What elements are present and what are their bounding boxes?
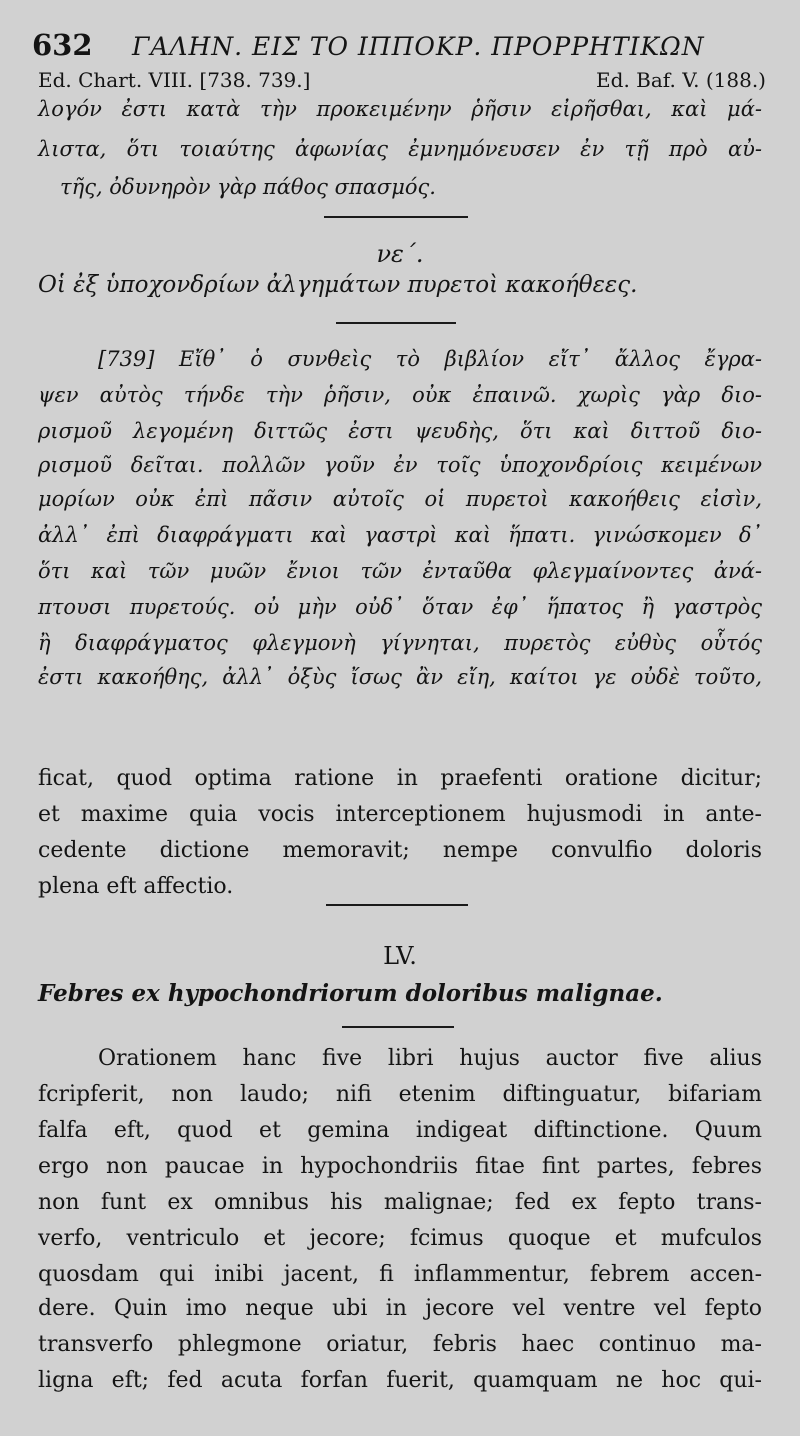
greek-line: ρισμοῦ δεῖται. πολλῶν γοῦν ἐν τοῖς ὑποχονδρίοις κειμένων — [38, 453, 762, 477]
latin-line: ligna eft; fed acuta forfan fuerit, quamquam ne hoc qui- — [38, 1368, 762, 1393]
latin-line: ficat, quod optima ratione in praefenti oratione dicitur; — [38, 766, 762, 791]
greek-line: ὅτι καὶ τῶν μυῶν ἔνιοι τῶν ἐνταῦθα φλεγμαίνοντες ἀνά- — [38, 559, 762, 583]
greek-line: ἀλλ᾽ ἐπὶ διαφράγματι καὶ γαστρὶ καὶ ἥπατι. γινώσκομεν δ᾽ — [38, 523, 762, 547]
edition-reference-row — [38, 68, 766, 96]
latin-line: cedente dictione memoravit; nempe convulfio doloris — [38, 838, 762, 863]
latin-line: ergo non paucae in hypochondriis fitae fint partes, febres — [38, 1154, 762, 1179]
latin-line: dere. Quin imo neque ubi in jecore vel ventre vel fepto — [38, 1296, 762, 1321]
latin-section-number: LV. — [383, 942, 417, 970]
page-number: 632 — [32, 28, 93, 62]
latin-line: plena eft affectio. — [38, 874, 234, 899]
latin-line: verfo, ventriculo et jecore; fcimus quoque et mufculos — [38, 1226, 762, 1251]
running-title: ΓΑΛΗΝ. ΕΙΣ ΤΟ ΙΠΠΟΚΡ. ΠΡΟΡΡΗΤΙΚΩΝ — [132, 32, 705, 61]
latin-line: non funt ex omnibus his malignae; fed ex fepto trans- — [38, 1190, 762, 1215]
greek-line: ψεν αὐτὸς τήνδε τὴν ῥῆσιν, οὐκ ἐπαινῶ. χωρὶς γὰρ διο- — [38, 383, 762, 407]
greek-line: λογόν ἐστι κατὰ τὴν προκειμένην ῥῆσιν εἰρῆσθαι, καὶ μά- — [38, 97, 762, 121]
section-divider — [342, 1026, 454, 1028]
greek-section-number: νε΄. — [376, 240, 424, 268]
section-divider — [326, 904, 468, 906]
latin-line: quosdam qui inibi jacent, fi inflammentur, febrem accen- — [38, 1262, 762, 1287]
greek-line: μορίων οὐκ ἐπὶ πᾶσιν αὐτοῖς οἱ πυρετοὶ κακοήθεις εἰσὶν, — [38, 487, 762, 511]
greek-line: ρισμοῦ λεγομένη διττῶς ἐστι ψευδὴς, ὅτι καὶ διττοῦ διο- — [38, 419, 762, 443]
greek-line: πτουσι πυρετούς. οὐ μὴν οὐδ᾽ ὅταν ἐφ᾽ ἥπατος ἢ γαστρὸς — [38, 595, 762, 619]
edition-chart-ref: Ed. Chart. VIII. [738. 739.] — [38, 68, 311, 92]
greek-line: [739] Εἴθ᾽ ὁ συνθεὶς τὸ βιβλίον εἴτ᾽ ἄλλος ἔγρα- — [98, 347, 762, 371]
latin-line: et maxime quia vocis interceptionem hujusmodi in ante- — [38, 802, 762, 827]
section-divider — [324, 216, 468, 218]
latin-section-title: Febres ex hypochondriorum doloribus malignae. — [38, 980, 663, 1007]
greek-line: ἐστι κακοήθης, ἀλλ᾽ ὀξὺς ἴσως ἂν εἴη, καίτοι γε οὐδὲ τοῦτο, — [38, 665, 762, 689]
latin-line: transverfo phlegmone oriatur, febris haec continuo ma- — [38, 1332, 762, 1357]
latin-line: fcripferit, non laudo; nifi etenim diftinguatur, bifariam — [38, 1082, 762, 1107]
latin-line: Orationem hanc five libri hujus auctor five alius — [98, 1046, 762, 1071]
greek-section-title: Οἱ ἐξ ὑποχονδρίων ἀλγημάτων πυρετοὶ κακοήθεες. — [38, 272, 638, 298]
greek-line: τῆς, ὀδυνηρὸν γὰρ πάθος σπασμός. — [60, 175, 436, 199]
edition-basel-ref: Ed. Baf. V. (188.) — [596, 68, 766, 92]
section-divider — [336, 322, 456, 324]
page-header — [32, 28, 768, 64]
greek-line: λιστα, ὅτι τοιαύτης ἀφωνίας ἐμνημόνευσεν ἐν τῇ πρὸ αὐ- — [38, 137, 762, 161]
greek-line: ἢ διαφράγματος φλεγμονὴ γίγνηται, πυρετὸς εὐθὺς οὗτός — [38, 631, 762, 655]
latin-line: falfa eft, quod et gemina indigeat diftinctione. Quum — [38, 1118, 762, 1143]
